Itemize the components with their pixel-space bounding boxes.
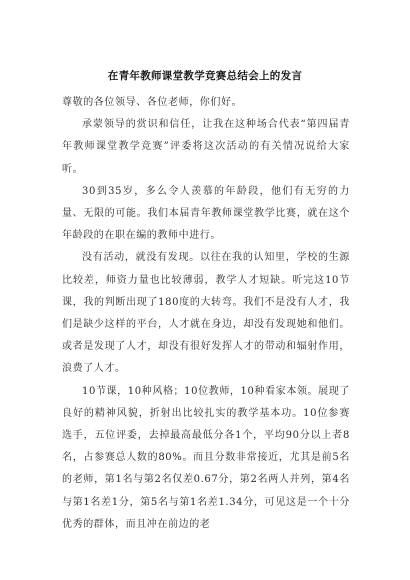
paragraph-introduction: 承蒙领导的赏识和信任，让我在这种场合代表“第四届青年教师课堂教学竞赛”评委将这次活动的有关情况说给大家听。 <box>62 119 350 175</box>
paragraph-age-group: 30到35岁，多么令人羡慕的年龄段，他们有无穷的力量、无限的可能。我们本届青年教师课堂教学比赛，就在这个年龄段的在职在编的教师中进行。 <box>62 185 350 242</box>
document-body <box>62 92 350 536</box>
document-title: 在青年教师课堂教学竞赛总结会上的发言 <box>107 70 303 82</box>
paragraph-results: 10节课，10种风格；10位教师，10种看家本领。展现了良好的精神风貌，折射出比较扎实的教学基本功。10位参赛选手，五位评委，去掉最高最低分各1个，平均90分以上者8名，占参赛总人数的80%。而且分数非常接近，尤其是前5名的老师，第1名与第2名仅差0.67分，第2名两人并列，第4名与第1名差1分，第5名与第1名差1.34分，可见这是一个十分优秀的群体，而且冲在前边的老 <box>62 385 350 530</box>
paragraph-discovery: 没有活动，就没有发现。以往在我的认知里，学校的生源比较差，师资力量也比较薄弱，教学人才短缺。听完这10节课，我的判断出现了180度的大转弯。我们不是没有人才，我们是缺少这样的平台，人才就在身边，却没有发现她和他们。或者是发现了人才，却没有很好发挥人才的带动和辐射作用，浪费了人才。 <box>62 252 350 375</box>
paragraph-greeting: 尊敬的各位领导、各位老师，你们好。 <box>62 97 243 108</box>
